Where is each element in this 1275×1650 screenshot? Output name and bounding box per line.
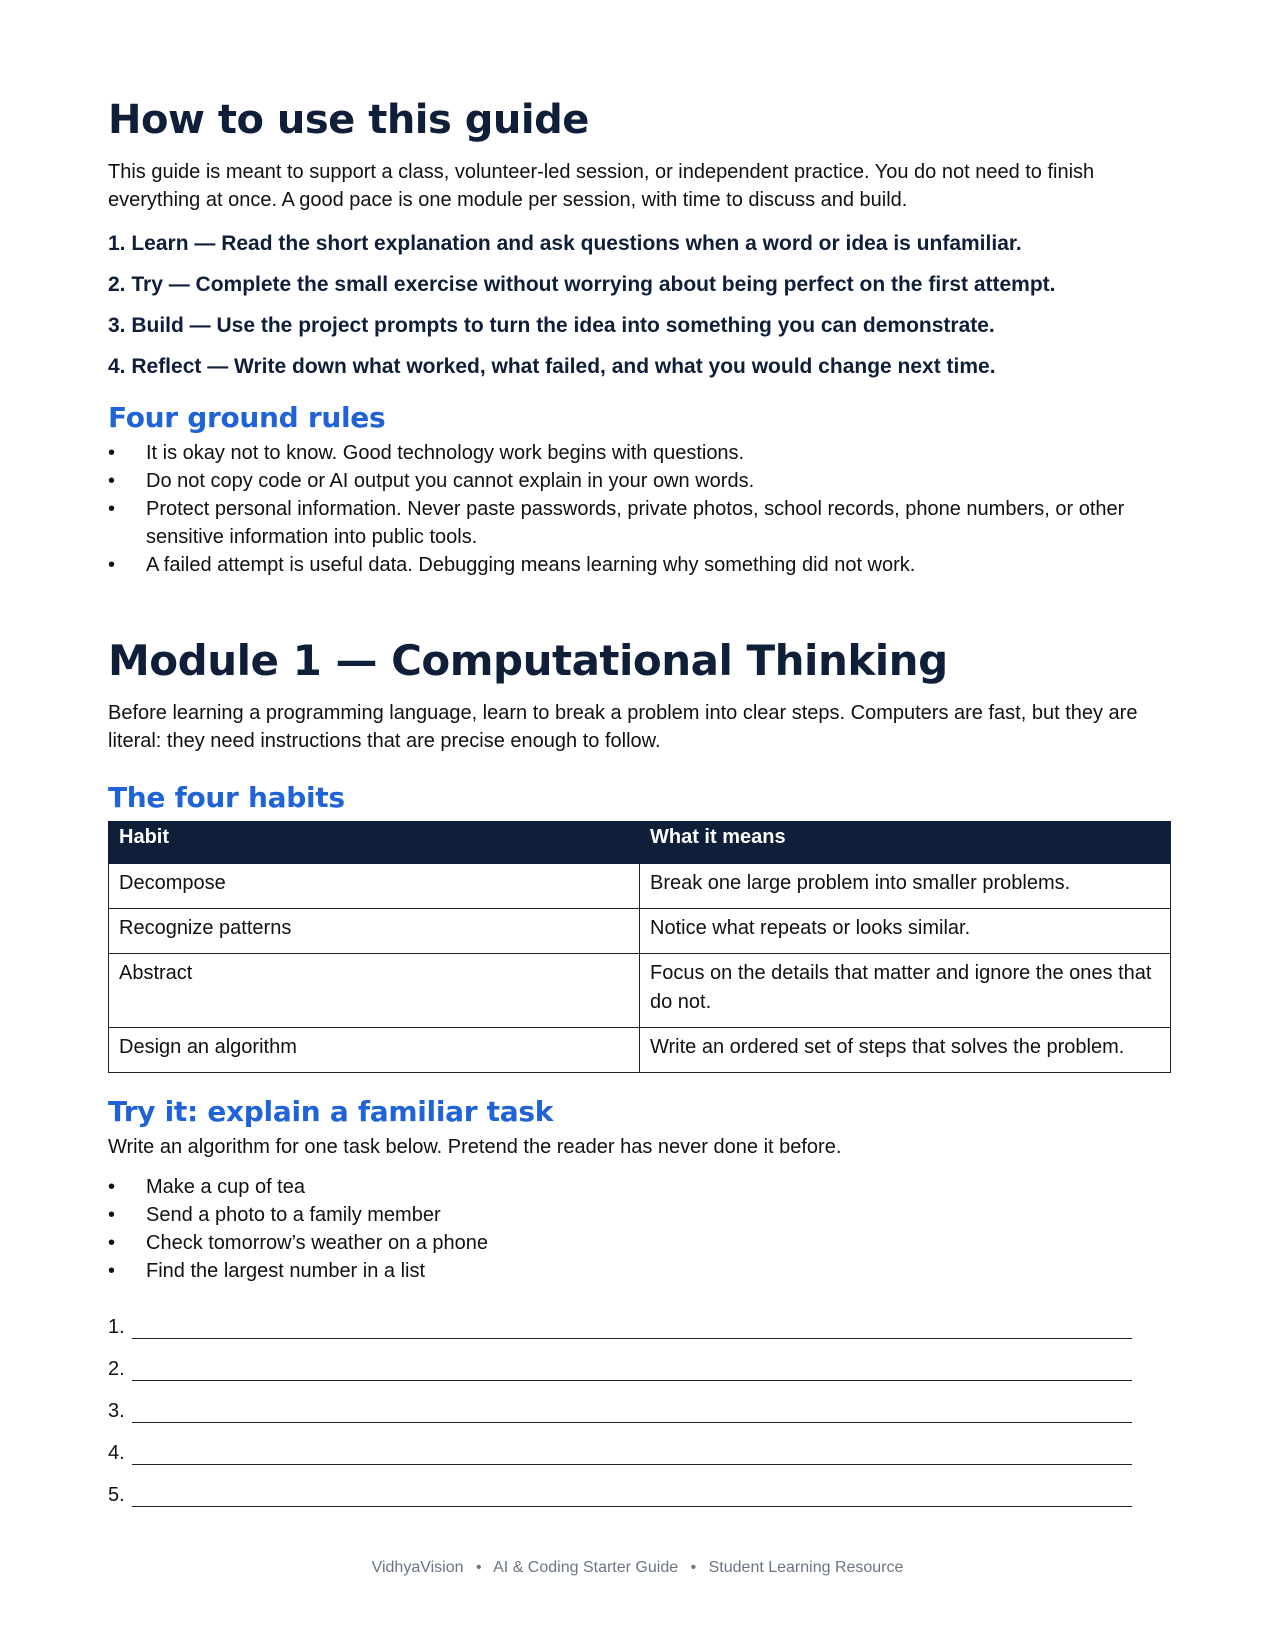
bullet-icon: • (108, 1176, 116, 1198)
habit-cell: Recognize patterns (109, 909, 640, 954)
intro-title: How to use this guide (108, 97, 589, 143)
habit-cell: Abstract (109, 954, 640, 1028)
meaning-cell: Break one large problem into smaller problems. (640, 864, 1171, 909)
answer-blank[interactable] (132, 1312, 1132, 1339)
habits-table (108, 821, 1171, 1073)
footer-guide-name: AI & Coding Starter Guide (493, 1559, 679, 1576)
table-row (109, 954, 1171, 1028)
guide-page (108, 96, 1171, 1507)
intro-paragraph: This guide is meant to support a class, volunteer-led session, or independent practice. You do not need to finish everything at once. A good pace is one module per session, with time to discuss and build. (108, 161, 1095, 211)
ground-rules-heading: Four ground rules (108, 401, 386, 434)
bullet-icon: • (108, 1260, 116, 1282)
try-it-instructions: Write an algorithm for one task below. Pretend the reader has never done it before. (108, 1136, 842, 1158)
meaning-cell: Write an ordered set of steps that solves the problem. (640, 1028, 1171, 1073)
list-item: • Check tomorrow’s weather on a phone (108, 1229, 1171, 1257)
meaning-cell: Notice what repeats or looks similar. (640, 909, 1171, 954)
step-build: 3. Build — Use the project prompts to turn the idea into something you can demonstrate. (108, 314, 995, 337)
footer-separator: • (690, 1559, 697, 1576)
answer-line-number: 3. (108, 1400, 125, 1422)
footer-separator: • (475, 1559, 482, 1576)
step-reflect: 4. Reflect — Write down what worked, what failed, and what you would change next time. (108, 355, 996, 378)
footer-brand: VidhyaVision (371, 1559, 464, 1576)
answer-blank[interactable] (132, 1396, 1132, 1423)
column-header-habit: Habit (109, 822, 640, 864)
answer-line-number: 2. (108, 1358, 125, 1380)
answer-lines (108, 1297, 1171, 1507)
list-item: • Send a photo to a family member (108, 1201, 1171, 1229)
answer-line[interactable] (108, 1465, 1171, 1507)
page-footer (0, 1559, 1275, 1577)
table-row (109, 864, 1171, 909)
answer-line[interactable] (108, 1423, 1171, 1465)
habit-cell: Decompose (109, 864, 640, 909)
answer-blank[interactable] (132, 1438, 1132, 1465)
list-item: • It is okay not to know. Good technology work begins with questions. (108, 439, 1171, 467)
answer-line[interactable] (108, 1381, 1171, 1423)
bullet-icon: • (108, 1204, 116, 1226)
module-title: Module 1 — Computational Thinking (108, 636, 948, 685)
list-item: • Make a cup of tea (108, 1173, 1171, 1201)
habits-heading: The four habits (108, 781, 345, 814)
table-row (109, 909, 1171, 954)
table-row (109, 1028, 1171, 1073)
answer-blank[interactable] (132, 1480, 1132, 1507)
list-item: • Protect personal information. Never paste passwords, private photos, school records, phone numbers, or other sensitive information into public tools. (108, 495, 1171, 551)
module-paragraph: Before learning a programming language, learn to break a problem into clear steps. Computers are fast, but they are literal: they need instructions that are precise enough to follow. (108, 702, 1138, 752)
footer-resource-label: Student Learning Resource (708, 1559, 904, 1576)
steps-list (108, 230, 1171, 381)
table-header-row (109, 822, 1171, 864)
task-list (108, 1173, 1171, 1285)
answer-line-number: 4. (108, 1442, 125, 1464)
try-it-heading: Try it: explain a familiar task (108, 1095, 554, 1128)
answer-line-number: 5. (108, 1484, 125, 1506)
ground-rules-list (108, 439, 1171, 579)
bullet-icon: • (108, 442, 116, 464)
step-learn: 1. Learn — Read the short explanation and ask questions when a word or idea is unfamiliar. (108, 232, 1022, 255)
bullet-icon: • (108, 554, 116, 576)
list-item: • A failed attempt is useful data. Debugging means learning why something did not work. (108, 551, 1171, 579)
answer-blank[interactable] (132, 1354, 1132, 1381)
answer-line[interactable] (108, 1339, 1171, 1381)
bullet-icon: • (108, 1232, 116, 1254)
answer-line-number: 1. (108, 1316, 125, 1338)
answer-line[interactable] (108, 1297, 1171, 1339)
step-try: 2. Try — Complete the small exercise without worrying about being perfect on the first attempt. (108, 273, 1056, 296)
habit-cell: Design an algorithm (109, 1028, 640, 1073)
bullet-icon: • (108, 498, 116, 520)
bullet-icon: • (108, 470, 116, 492)
column-header-meaning: What it means (640, 822, 1171, 864)
meaning-cell: Focus on the details that matter and ignore the ones that do not. (640, 954, 1171, 1028)
list-item: • Find the largest number in a list (108, 1257, 1171, 1285)
list-item: • Do not copy code or AI output you cannot explain in your own words. (108, 467, 1171, 495)
